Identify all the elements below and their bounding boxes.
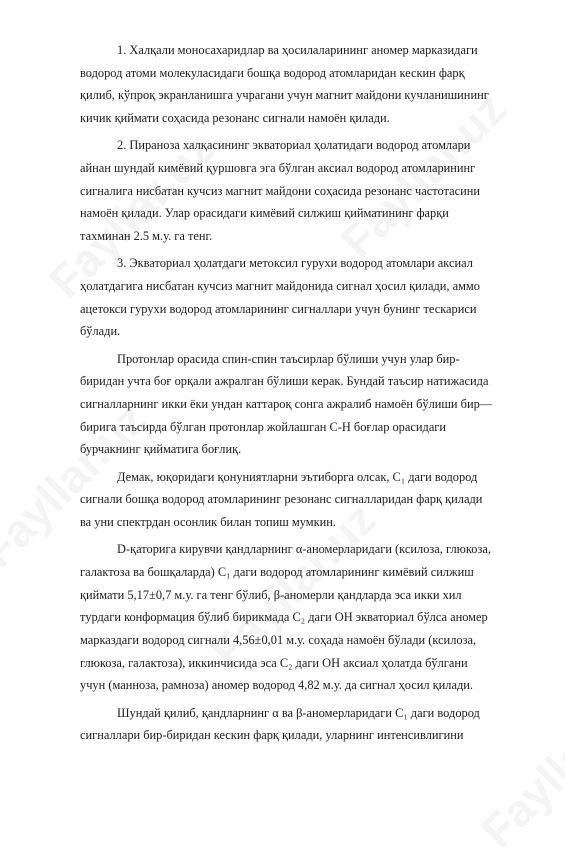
text-line: тахминан 2.5 м.у. га тенг. — [80, 229, 213, 244]
text-line: водород атоми молекуласидаги бошқа водород атомларидан кескин фарқ — [80, 65, 465, 80]
text-line: бўлади. — [80, 324, 121, 339]
text-line: кичик қиймати соҳасида резонанс сигнали намоён қилади. — [80, 111, 390, 126]
text-line: айнан шундай кимёвий қуршовга эга бўлган аксиал водород атомларининг — [80, 161, 476, 176]
text-line: учун (манноза, рамноза) аномер водород 4,82 м.у. да сигнал ҳосил қилади. — [80, 678, 474, 693]
text-line: сигналлари бир-биридан кескин фарқ қилади, уларнинг интенсивлигини — [80, 728, 464, 743]
text-line: сигналларнинг икки ёки ундан каттароқ сонга ажралиб намоён бўлиши бир— — [80, 397, 493, 412]
text-line: бирига таъсирда бўлган протонлар жойлашган С-Н боғлар орасидаги — [80, 419, 447, 434]
text-line: қиймати 5,17±0,7 м.у. га тенг бўлиб, β-аномерли қандларда эса икки хил — [80, 587, 462, 602]
paragraph — [80, 466, 526, 534]
body-text — [80, 39, 526, 752]
text-line: глюкоза, галактоза), иккинчисида эса С₂ даги ОН аксиал ҳолатда бўлгани — [80, 655, 468, 670]
text-line: ацетокси гурухи водород атомларининг сигналлари учун бунинг тескариси — [80, 301, 477, 316]
paragraph — [80, 252, 526, 343]
paragraph — [80, 134, 526, 248]
text-line: марказдаги водород сигнали 4,56±0,01 м.у. соҳада намоён бўлади (ксилоза, — [80, 633, 477, 648]
text-line: бурчакнинг қийматига боғлиқ. — [80, 442, 242, 457]
paragraph — [80, 702, 526, 747]
text-line: ҳолатдагига нисбатан кучсиз магнит майдонида сигнал ҳосил қилади, аммо — [80, 279, 480, 294]
text-line: 3. Экваториал ҳолатдаги метоксил гурухи водород атомлари аксиал — [117, 256, 473, 271]
paragraph — [80, 39, 526, 130]
text-line: ва уни спектрдан осонлик билан топиш мумкин. — [80, 515, 337, 530]
text-line: галактоза ва бошқаларда) С₁ даги водород атомларининг кимёвий силжиш — [80, 564, 474, 579]
text-line: Демак, юқоридаги қонуниятларни эътиборга олсак, С₁ даги водород — [117, 469, 478, 484]
text-line: 1. Халқали моносахаридлар ва ҳосилаларининг аномер марказидаги — [117, 43, 478, 57]
text-line: қилиб, кўпроқ экранланишга учрагани учун магнит майдони кучланишининг — [80, 88, 489, 103]
text-line: сигналига нисбатан кучсиз магнит майдони соҳасида резонанс частотасини — [80, 183, 481, 198]
paragraph — [80, 348, 526, 462]
text-line: намоён қилади. Улар орасидаги кимёвий силжиш қийматининг фарқи — [80, 206, 449, 221]
paragraph — [80, 538, 526, 697]
text-line: D-қаторига кирувчи қандларнинг α-аномерларидаги (ксилоза, глюкоза, — [117, 542, 491, 557]
text-line: биридан учта боғ орқали ажралган бўлиши керак. Бундай таъсир натижасида — [80, 374, 489, 389]
text-line: сигнали бошқа водород атомларининг резонанс сигналларидан фарқ қилади — [80, 492, 483, 507]
text-line: Шундай қилиб, қандларнинг α ва β-аномерларидаги С₁ даги водород — [117, 705, 480, 720]
text-line: 2. Пираноза халқасининг экваториал ҳолатидаги водород атомлари — [117, 138, 471, 153]
text-line: турдаги конформация бўлиб бирикмада С₂ даги ОН экваториал бўлса аномер — [80, 610, 488, 625]
text-line: Протонлар орасида спин-спин таъсирлар бўлиши учун улар бир- — [117, 351, 460, 366]
